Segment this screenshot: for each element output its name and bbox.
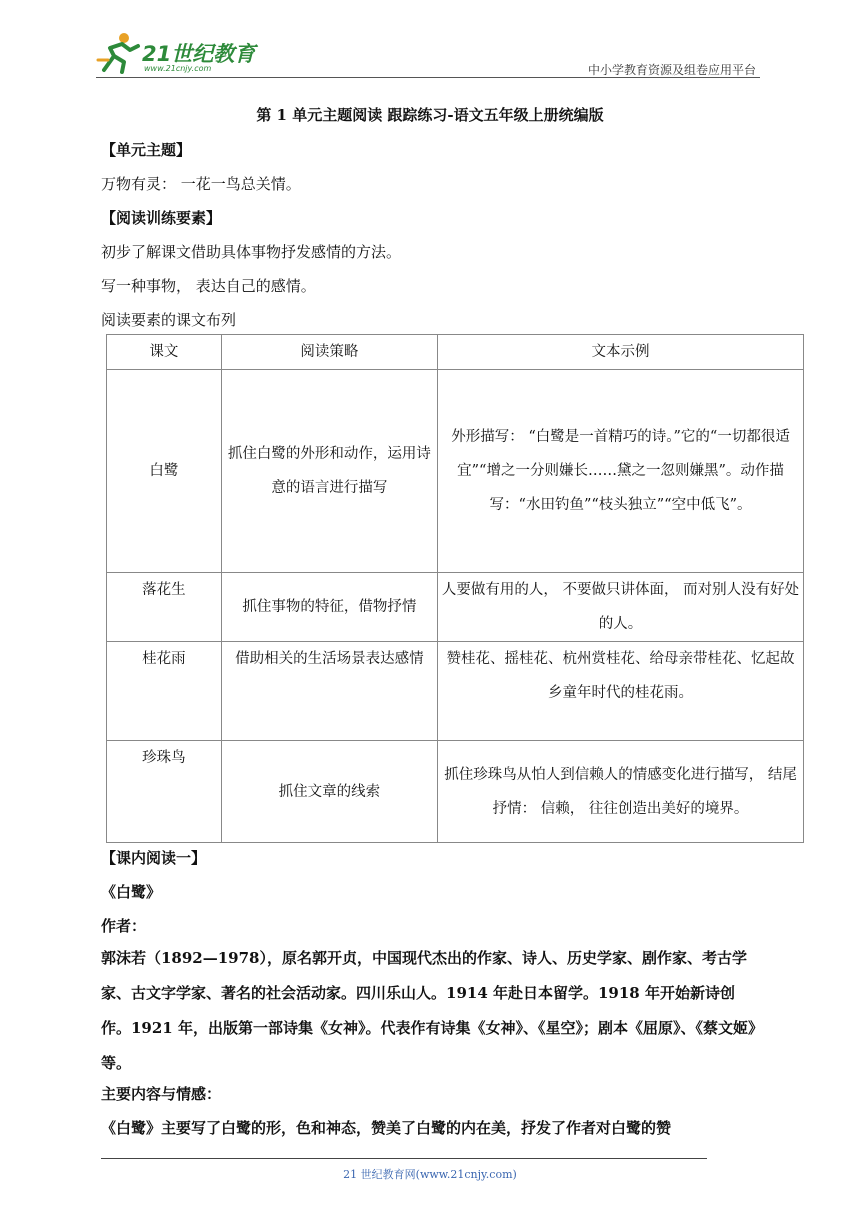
table-cell-strategy: 抓住白鹭的外形和动作，运用诗意的语言进行描写 [221,370,437,573]
table-row [107,741,804,843]
reading-one-heading: 【课内阅读一】 [101,849,207,867]
table-cell-example: 外形描写： “白鹭是一首精巧的诗。”它的“一切都很适宜”“增之一分则嫌长……黛之一忽则嫌黑”。动作描写：“水田钓鱼”“枝头独立”“空中低飞”。 [438,370,804,573]
table-cell-lesson: 白鹭 [107,370,222,573]
runner-icon [96,30,142,74]
logo-brand-text: 21世纪教育 [142,42,256,66]
table-row [107,573,804,642]
table-row [107,370,804,573]
reading-elements-line-2: 写一种事物， 表达自己的感情。 [101,277,316,295]
table-header-row [107,335,804,370]
platform-label: 中小学教育资源及组卷应用平台 [587,63,756,77]
table-cell-strategy: 借助相关的生活场景表达感情 [221,642,437,741]
header-divider [96,77,760,78]
unit-theme-text: 万物有灵： 一花一鸟总关情。 [101,175,301,193]
table-header-lesson: 课文 [107,335,222,370]
reading-one-book-title: 《白鹭》 [101,883,162,901]
footer-divider [101,1158,707,1159]
table-cell-example: 赞桂花、摇桂花、杭州赏桂花、给母亲带桂花、忆起故乡童年时代的桂花雨。 [438,642,804,741]
table-cell-lesson: 桂花雨 [107,642,222,741]
logo-url-text: www.21cnjy.com [144,64,212,73]
table-cell-lesson: 珍珠鸟 [107,741,222,843]
reading-elements-line-1: 初步了解课文借助具体事物抒发感情的方法。 [101,243,402,261]
table-cell-example: 抓住珍珠鸟从怕人到信赖人的情感变化进行描写， 结尾抒情： 信赖， 往往创造出美好的境界。 [438,741,804,843]
table-header-strategy: 阅读策略 [221,335,437,370]
unit-theme-heading: 【单元主题】 [101,141,192,159]
logo [96,30,266,78]
content-text: 《白鹭》主要写了白鹭的形，色和神态，赞美了白鹭的内在美，抒发了作者对白鹭的赞 [101,1119,672,1137]
table-row [107,642,804,741]
document-title: 第 1 单元主题阅读 跟踪练习-语文五年级上册统编版 [256,106,604,124]
reading-elements-line-3: 阅读要素的课文布列 [101,311,237,329]
page-header [96,30,760,80]
table-cell-lesson: 落花生 [107,573,222,642]
table-cell-strategy: 抓住文章的线索 [221,741,437,843]
reading-elements-heading: 【阅读训练要素】 [101,209,222,227]
table-header-example: 文本示例 [438,335,804,370]
author-bio: 郭沫若（1892—1978），原名郭开贞，中国现代杰出的作家、诗人、历史学家、剧作家、考古学家、古文字学家、著名的社会活动家。四川乐山人。1914 年赴日本留学。1918 年开始新诗创作。1921 年，出版第一部诗集《女神》。代表作有诗集《女神》、《星空》；剧本《屈原》、《蔡文姬》等。 [101,949,763,1072]
content-label: 主要内容与情感： [101,1085,222,1103]
author-label: 作者： [101,917,147,935]
lesson-table [106,334,804,843]
table-cell-example: 人要做有用的人， 不要做只讲体面， 而对别人没有好处的人。 [438,573,804,642]
footer-text: 21 世纪教育网(www.21cnjy.com) [343,1168,517,1181]
table-cell-strategy: 抓住事物的特征，借物抒情 [221,573,437,642]
